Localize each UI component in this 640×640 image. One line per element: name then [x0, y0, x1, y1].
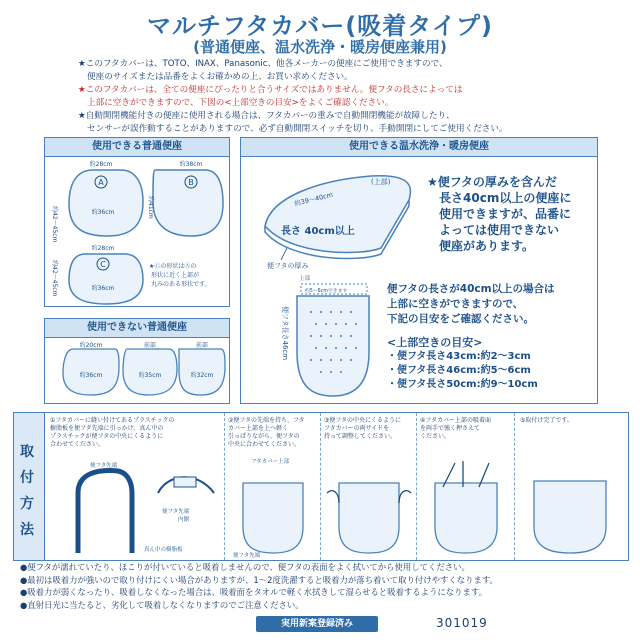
vertical-length-label: 便フタ長さ46cm [281, 306, 289, 361]
note-c-line: ★Ⓒの形状はⒶの [149, 263, 197, 270]
section-title: 使用できる温水洗浄・暖房便座 [241, 138, 597, 157]
note-line: 上部に空きができますので、下図の<上部空きの目安>をよくご確認ください。 [87, 98, 394, 108]
gap-label: 約5〜6cm空きます [305, 289, 348, 294]
steps-label [14, 413, 45, 560]
dim-c-top: 約28cm [91, 245, 115, 252]
step-line: 樹脂板を便フタ先端に引っかけ、真ん中の [50, 425, 164, 432]
steps-label-char: 方 [20, 496, 34, 512]
step-divider [416, 413, 417, 560]
step-line: プラスチックが便フタの中央にくるように [50, 433, 164, 440]
finished-lid [534, 481, 606, 553]
letter-a: A [98, 178, 104, 187]
usable-washlet-seat-section [240, 137, 598, 404]
bottom-note: ●最初は吸着力が強いので取り付けにくい場合がありますが、1〜2度洗濯すると吸着力が落ち着いて取り付けやすくなります。 [20, 574, 498, 585]
length-label: 長さ 40cm以上 [281, 226, 355, 237]
letter-c: C [100, 260, 106, 269]
unusable-seat-diagrams [45, 337, 229, 403]
step-lid [435, 483, 497, 553]
step-line: ③便フタの中央にくるように [324, 417, 401, 424]
note-c-line: 形状に近く上部が [151, 272, 200, 279]
check-text-line: 便フタの長さが40cm以上の場合は [387, 283, 555, 295]
gap-guide-title: <上部空きの目安> [387, 336, 483, 349]
step-line: ②便フタの先端を持ち、フタ [228, 417, 305, 424]
step-3-illustration [323, 453, 415, 558]
bottom-note: ●便フタが濡れていたり、ほこりが付いていると吸着しませんので、便フタの表面をよく拭いてから使用してください。 [20, 562, 470, 572]
page-subtitle: (普通便座、温水洗浄・暖房便座兼用) [193, 38, 447, 56]
hand-icon [399, 491, 411, 503]
washlet-note-line: 便座があります。 [439, 239, 535, 253]
note-line: ★このフタカバーは、全ての便座にぴったりと合うサイズではありません。便フタの長さによっては [78, 85, 463, 95]
washlet-note [427, 174, 571, 254]
unusable-normal-seat-section [44, 318, 230, 404]
unusable-dim: 約32cm [190, 372, 214, 379]
section-title: 使用できない普通便座 [45, 319, 229, 338]
washlet-note-line: 長さ40cm以上の便座に [439, 191, 572, 205]
unusable-label: 前部 [143, 342, 157, 349]
washlet-note-line: 使用できますが、品番に [439, 207, 572, 221]
step-1-text [50, 417, 220, 449]
step-divider [320, 413, 321, 560]
seat-shape-c [69, 254, 143, 304]
product-code: 301019 [436, 616, 488, 630]
seat-shape-a [69, 170, 143, 236]
note-line: ★このフタカバーは、TOTO、INAX、Panasonic、他各メーカーの便座にご使用できますので、 [78, 59, 448, 69]
gap-label: 上部 [299, 276, 311, 282]
step-line: ④フタカバー上部の吸着面 [420, 417, 491, 424]
step-3-text [324, 417, 414, 441]
step-line: 引っぱりながら、便フタの [228, 433, 300, 440]
washlet-note-line: よっては使用できない [439, 223, 560, 237]
step-annotation: 内側 [178, 517, 190, 523]
dotted-lid-shape [297, 296, 369, 396]
dim-c-length: 約42〜45cm [51, 260, 58, 297]
step-4-illustration [419, 453, 513, 558]
step-2-illustration [227, 453, 319, 558]
dim-a-length: 約42〜45cm [51, 206, 58, 243]
registration-badge: 実用新案登録済み [256, 616, 378, 632]
step-2-text [228, 417, 318, 449]
gap-guide-row: ・便フタ長さ43cm:約2〜3cm [387, 351, 531, 362]
step-line: フタカバーの両サイドを [324, 425, 390, 432]
step-line: ⑤取付け完了です。 [520, 417, 573, 424]
steps-label-char: 法 [20, 522, 34, 538]
step-4-text [420, 417, 512, 441]
step-annotation: 便フタ先端 [233, 553, 261, 558]
unusable-label: 前部 [195, 342, 209, 349]
step-1-illustration [48, 453, 218, 558]
note-line: 便座のサイズまたは品番をよくお確かめの上、お買い求めください。 [87, 72, 353, 82]
step-line: ください。 [420, 433, 451, 440]
bottom-note: ●吸着力が弱くなったり、吸着しなくなった場合は、吸着面をタオルで軽く水拭きして湿らせると吸着するようになります。 [20, 587, 488, 597]
section-title: 使用できる普通便座 [45, 138, 229, 157]
installation-steps [13, 412, 629, 561]
letter-b: B [188, 178, 194, 187]
unusable-dim: 約36cm [79, 372, 103, 379]
unusable-dim: 約35cm [138, 372, 162, 379]
step-5-illustration [520, 453, 620, 558]
step-line: カバー上部を上へ軽く [228, 425, 289, 432]
step-line: を両手で強く押さえて [420, 425, 481, 432]
step-line: 中央に合わせてください。 [228, 441, 301, 448]
bottom-notes [20, 561, 620, 611]
note-line: センサーが誤作動することがありますので、必ず自動開閉スイッチを切り、手動開閉にしてご使用ください。 [87, 124, 508, 134]
step-line: 持って調整してください。 [324, 433, 397, 440]
step-divider [224, 413, 225, 560]
seat-diagrams [45, 156, 229, 306]
resin-plate-center [174, 477, 196, 487]
check-text [387, 282, 555, 327]
washlet-note-line: ★便フタの厚みを含んだ [427, 175, 557, 189]
steps-label-char: 取 [20, 444, 34, 460]
width-label: 約39〜40cm [293, 190, 334, 208]
note-c-line: 丸みのある形状です。 [151, 281, 211, 288]
step-5-text [520, 417, 620, 425]
steps-label-char: 付 [20, 470, 34, 486]
note-line: ★自動開閉機能付きの便座に使用される場合は、フタカバーの重みで自動開閉機能が故障したり、 [78, 111, 455, 121]
step-lid [339, 483, 399, 553]
dim-b-top: 約38cm [179, 161, 203, 168]
dim-a-top: 約28cm [89, 161, 113, 168]
step-divider [514, 413, 515, 560]
usable-normal-seat-section [44, 137, 230, 307]
step-lid [243, 483, 303, 553]
thickness-leader [281, 248, 287, 260]
thickness-label: 便フタの厚み [267, 262, 309, 270]
bottom-note: ●直射日光に当たると、劣化して吸着しなくなりますのでご注意ください。 [20, 599, 304, 610]
dim-b-length: 約41cm [147, 196, 154, 219]
step-line: ①フタカバーに縫い付けてあるプラスチックの [50, 417, 175, 424]
lid-edge-illustration [78, 471, 132, 553]
step-annotation: 便フタ先端 [90, 463, 118, 469]
step-annotation: 便フタ先端 [162, 509, 190, 515]
gap-guide-row: ・便フタ長さ46cm:約5〜6cm [387, 365, 531, 376]
top-label: (上部) [371, 178, 391, 186]
hand-icon [327, 491, 339, 503]
gap-guide-row: ・便フタ長さ50cm:約9〜10cm [387, 379, 538, 390]
step-annotation: フタカバー上部 [251, 459, 290, 465]
check-text-line: 下記の目安をご確認ください。 [387, 313, 534, 325]
dim-a-width: 約36cm [91, 209, 115, 216]
step-annotation: 真ん中の樹脂板 [144, 547, 183, 553]
gap-guide [387, 336, 538, 392]
page-title: マルチフタカバー(吸着タイプ) [146, 12, 494, 40]
check-text-line: 上部に空きができますので、 [387, 298, 524, 310]
step-line: 合わせてください。 [50, 441, 105, 448]
unusable-dim: 約20cm [79, 342, 103, 349]
notes-block [78, 58, 598, 136]
dim-c-width: 約36cm [91, 285, 115, 292]
